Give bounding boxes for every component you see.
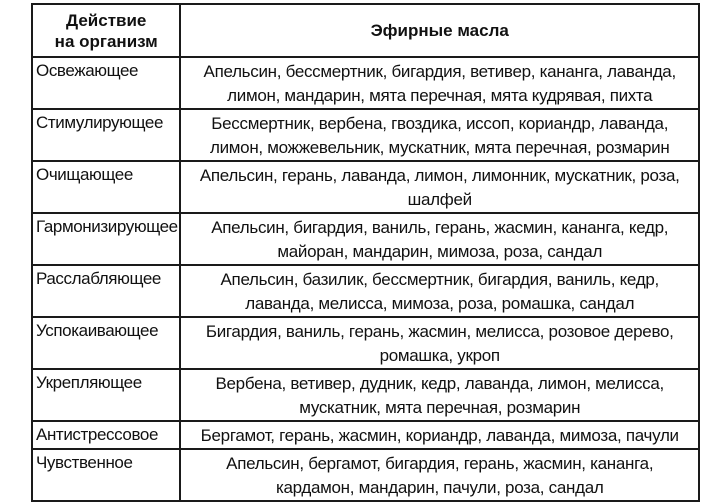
row-oils-line2: ромашка, укроп [379,346,500,365]
table-row [32,265,699,317]
table-header-row [32,4,699,57]
row-action: Укрепляющее [32,369,180,421]
row-oils [180,317,699,369]
row-action: Успокаивающее [32,317,180,369]
essential-oils-table [31,3,700,502]
row-action: Гармонизирующее [32,213,180,265]
row-oils-line1: Бергамот, герань, жасмин, кориандр, лаванда, мимоза, пачули [200,426,679,445]
row-oils-line2: мускатник, мята перечная, розмарин [299,398,581,417]
table-row [32,109,699,161]
row-oils [180,109,699,161]
row-oils-line2: майоран, мандарин, мимоза, роза, сандал [277,242,603,261]
header-action-line2: на организм [54,31,158,51]
row-oils-line1: Бигардия, ваниль, герань, жасмин, мелисса, розовое дерево, [205,322,674,341]
row-action: Антистрессовое [32,421,180,449]
row-oils-line1: Вербена, ветивер, дудник, кедр, лаванда, лимон, мелисса, [215,374,664,393]
row-oils [180,161,699,213]
row-action: Очищающее [32,161,180,213]
row-oils-line2: лимон, можжевельник, мускатник, мята перечная, розмарин [209,138,670,157]
row-oils-line2: шалфей [407,190,472,209]
row-oils-line1: Апельсин, бессмертник, бигардия, ветивер, кананга, лаванда, [203,62,676,81]
row-oils [180,369,699,421]
row-action: Стимулирующее [32,109,180,161]
row-oils-line1: Апельсин, бигардия, ваниль, герань, жасмин, кананга, кедр, [211,218,669,237]
header-action-line1: Действие [66,10,147,30]
row-action: Расслабляющее [32,265,180,317]
row-oils-line1: Апельсин, базилик, бессмертник, бигардия, ваниль, кедр, [220,270,659,289]
row-oils [180,265,699,317]
header-oils: Эфирные масла [180,4,699,57]
table-row [32,161,699,213]
row-oils-line1: Апельсин, герань, лаванда, лимон, лимонник, мускатник, роза, [199,166,680,185]
row-action: Чувственное [32,449,180,501]
row-oils [180,421,699,449]
row-oils-line2: кардамон, мандарин, пачули, роза, сандал [275,478,604,497]
header-action [32,4,180,57]
row-oils-line2: лимон, мандарин, мята перечная, мята кудрявая, пихта [227,86,653,105]
row-oils-line1: Апельсин, бергамот, бигардия, герань, жасмин, кананга, [226,454,654,473]
table-row [32,317,699,369]
row-oils [180,449,699,501]
row-action: Освежающее [32,57,180,109]
row-oils [180,213,699,265]
row-oils-line2: лаванда, мелисса, мимоза, роза, ромашка, сандал [245,294,635,313]
table-row [32,57,699,109]
table-row [32,369,699,421]
table-row [32,449,699,501]
row-oils [180,57,699,109]
table-row [32,421,699,449]
table-row [32,213,699,265]
row-oils-line1: Бессмертник, вербена, гвоздика, иссоп, кориандр, лаванда, [211,114,669,133]
